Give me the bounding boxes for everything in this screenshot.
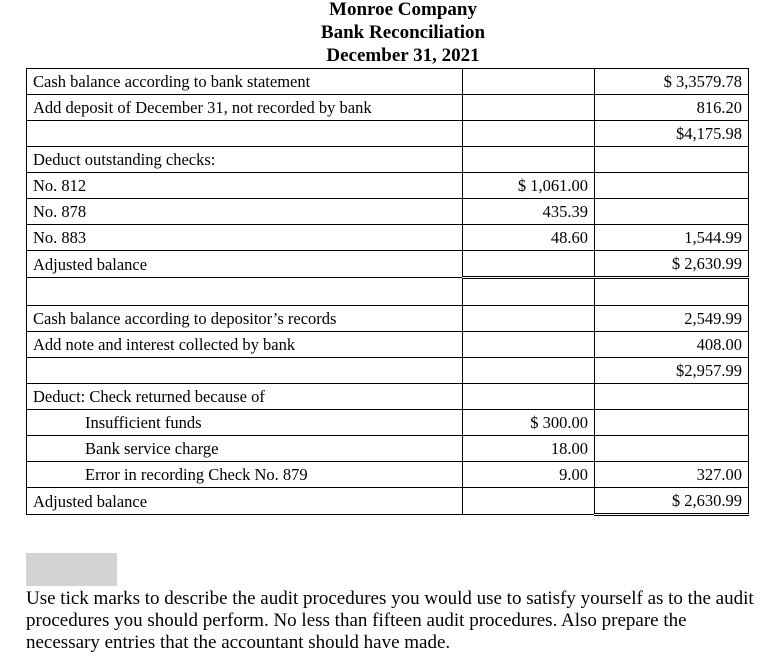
checks-total: 1,544.99 bbox=[595, 225, 749, 251]
check-label: No. 883 bbox=[27, 225, 463, 251]
check-amount: $ 1,061.00 bbox=[463, 173, 595, 199]
deduction-label: Error in recording Check No. 879 bbox=[27, 462, 463, 488]
table-row bbox=[27, 358, 749, 384]
deductions-total: 327.00 bbox=[595, 462, 749, 488]
instructions-text: Use tick marks to describe the audit procedures you would use to satisfy yourself as to the audit procedures you should perform. No less than fifteen audit procedures. Also prepare the necessary entries that the accountant should have made. bbox=[26, 588, 754, 653]
bank-balance-label: Cash balance according to bank statement bbox=[27, 69, 463, 95]
check-amount: 48.60 bbox=[463, 225, 595, 251]
deduction-label: Insufficient funds bbox=[27, 410, 463, 436]
check-label: No. 878 bbox=[27, 199, 463, 225]
table-row bbox=[27, 306, 749, 332]
company-name: Monroe Company bbox=[329, 0, 477, 20]
table-row bbox=[27, 121, 749, 147]
deposit-amount: 816.20 bbox=[595, 95, 749, 121]
note-label: Add note and interest collected by bank bbox=[27, 332, 463, 358]
deduction-amount: 18.00 bbox=[463, 436, 595, 462]
deduction-label: Bank service charge bbox=[27, 436, 463, 462]
table-row bbox=[27, 251, 749, 278]
deduction-amount: 9.00 bbox=[463, 462, 595, 488]
note-amount: 408.00 bbox=[595, 332, 749, 358]
table-row bbox=[27, 173, 749, 199]
book-subtotal: $2,957.99 bbox=[595, 358, 749, 384]
table-row bbox=[27, 147, 749, 173]
deduct-checks-label: Deduct outstanding checks: bbox=[27, 147, 463, 173]
table-row bbox=[27, 436, 749, 462]
table-row bbox=[27, 384, 749, 410]
table-row bbox=[27, 488, 749, 515]
redacted-box bbox=[26, 553, 117, 586]
check-label: No. 812 bbox=[27, 173, 463, 199]
check-amount: 435.39 bbox=[463, 199, 595, 225]
book-balance-label: Cash balance according to depositor’s records bbox=[27, 306, 463, 332]
bank-subtotal: $4,175.98 bbox=[595, 121, 749, 147]
bank-adjusted-amount: $ 2,630.99 bbox=[595, 251, 749, 278]
table-row bbox=[27, 69, 749, 95]
spacer-row bbox=[27, 278, 749, 306]
table-row bbox=[27, 199, 749, 225]
bank-balance-amount: $ 3,3579.78 bbox=[595, 69, 749, 95]
reconciliation-table bbox=[26, 68, 749, 516]
book-adjusted-label: Adjusted balance bbox=[27, 488, 463, 515]
report-date: December 31, 2021 bbox=[326, 45, 480, 66]
table-row bbox=[27, 410, 749, 436]
deposit-label: Add deposit of December 31, not recorded by bank bbox=[27, 95, 463, 121]
deduct-returned-label: Deduct: Check returned because of bbox=[27, 384, 463, 410]
deduction-amount: $ 300.00 bbox=[463, 410, 595, 436]
book-adjusted-amount: $ 2,630.99 bbox=[595, 488, 749, 515]
table-row bbox=[27, 95, 749, 121]
book-balance-amount: 2,549.99 bbox=[595, 306, 749, 332]
table-row bbox=[27, 332, 749, 358]
report-title: Bank Reconciliation bbox=[320, 22, 486, 43]
table-row bbox=[27, 225, 749, 251]
bank-adjusted-label: Adjusted balance bbox=[27, 251, 463, 278]
table-row bbox=[27, 462, 749, 488]
